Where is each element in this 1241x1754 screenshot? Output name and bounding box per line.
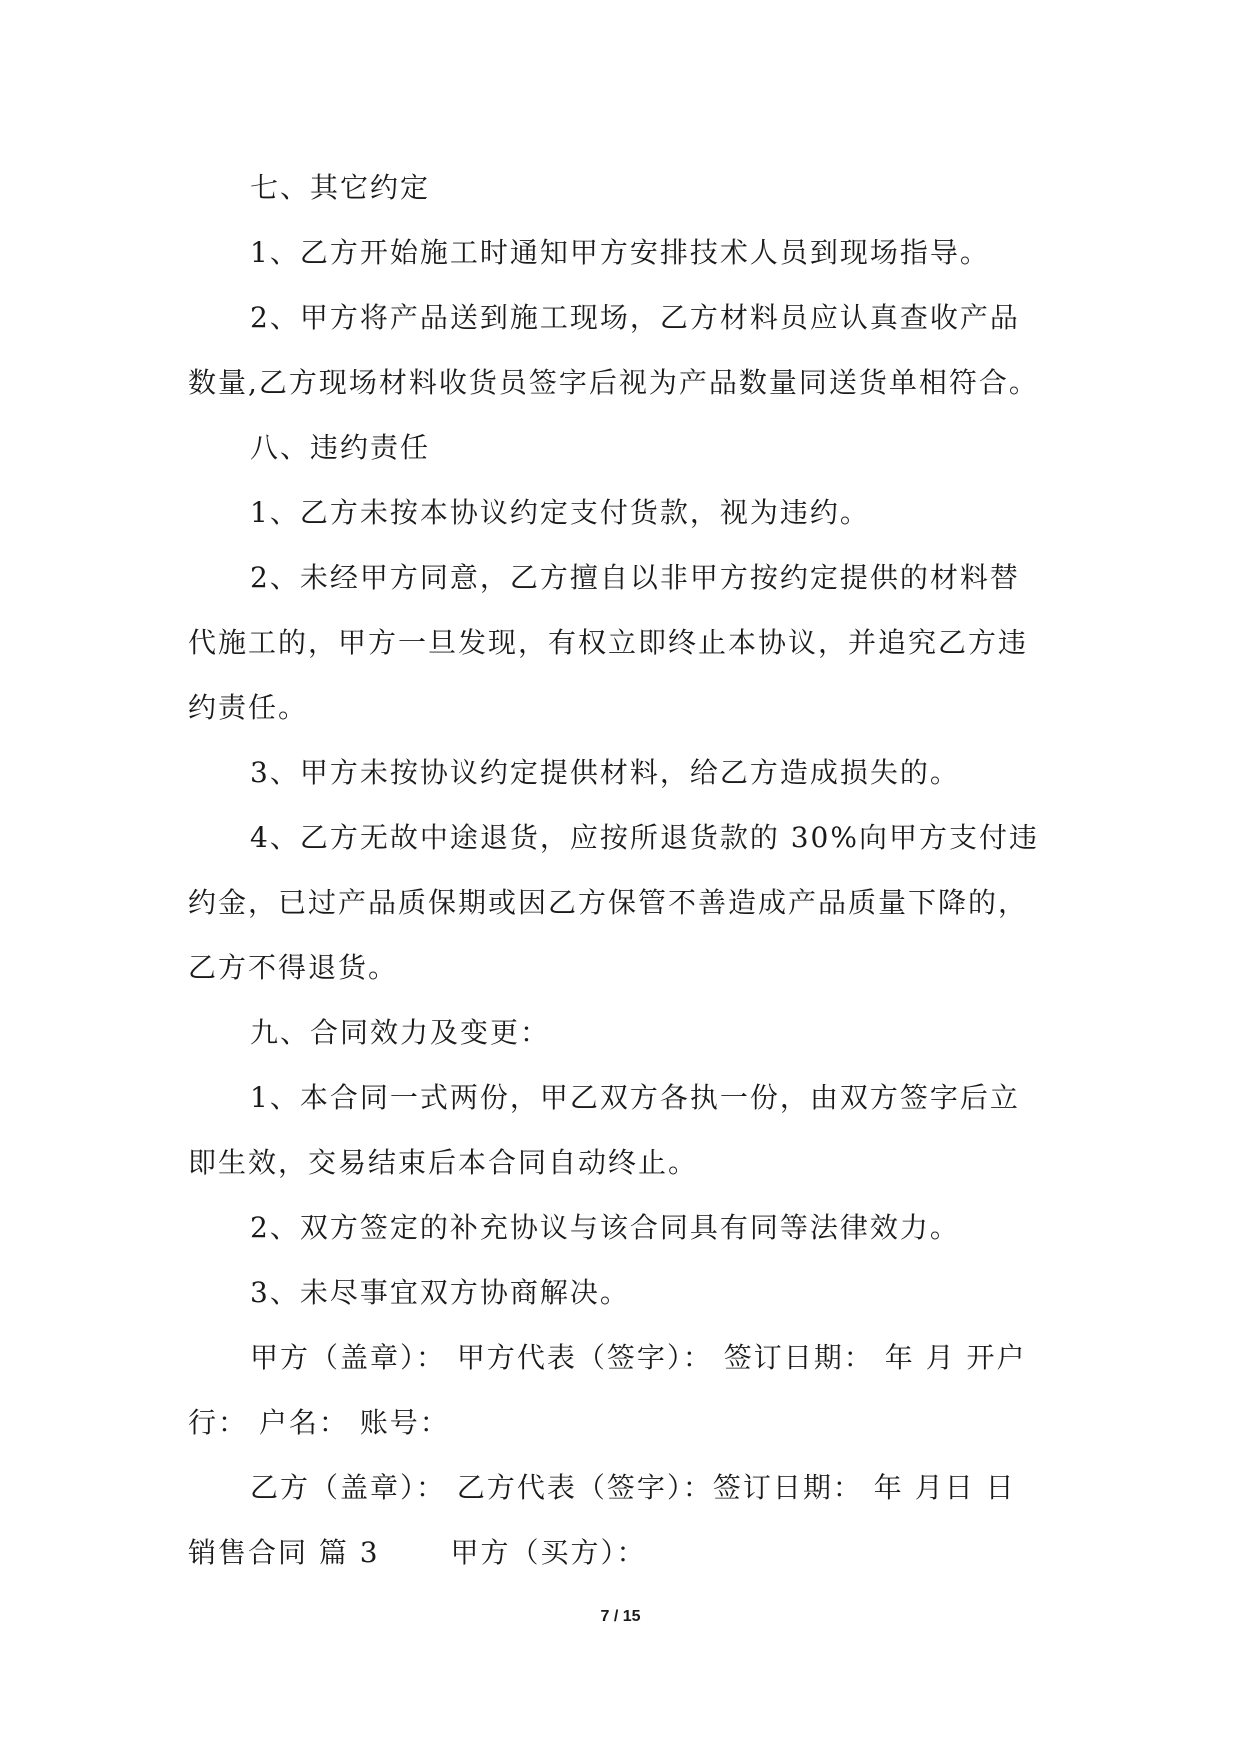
text-line: 3、甲方未按协议约定提供材料，给乙方造成损失的。 xyxy=(250,756,960,789)
text-line: 1、乙方未按本协议约定支付货款，视为违约。 xyxy=(250,496,870,529)
text-line: 数量,乙方现场材料收货员签字后视为产品数量同送货单相符合。 xyxy=(188,366,1039,399)
text-line: 2、双方签定的补充协议与该合同具有同等法律效力。 xyxy=(250,1211,960,1244)
text-line: 约金，已过产品质保期或因乙方保管不善造成产品质量下降的， xyxy=(188,886,1029,919)
text-line: 乙方（盖章）： 乙方代表（签字）：签订日期： 年 月日 日 xyxy=(250,1471,1016,1504)
text-line: 销售合同 篇 3 甲方（买方）： xyxy=(188,1536,647,1569)
text-line: 3、未尽事宜双方协商解决。 xyxy=(250,1276,630,1309)
text-line: 乙方不得退货。 xyxy=(188,951,399,984)
text-line: 八、违约责任 xyxy=(250,431,431,464)
text-line: 代施工的，甲方一旦发现，有权立即终止本协议，并追究乙方违 xyxy=(188,626,1029,659)
text-line: 七、其它约定 xyxy=(250,171,431,204)
text-line: 2、未经甲方同意，乙方擅自以非甲方按约定提供的材料替 xyxy=(250,561,1020,594)
text-line: 九、合同效力及变更： xyxy=(250,1016,551,1049)
text-line: 1、本合同一式两份，甲乙双方各执一份，由双方签字后立 xyxy=(250,1081,1020,1114)
text-line: 4、乙方无故中途退货，应按所退货款的 30%向甲方支付违 xyxy=(250,821,1039,854)
document-body xyxy=(188,155,1058,1585)
text-line: 1、乙方开始施工时通知甲方安排技术人员到现场指导。 xyxy=(250,236,990,269)
text-line: 行： 户名： 账号： xyxy=(188,1406,450,1439)
text-line: 2、甲方将产品送到施工现场，乙方材料员应认真查收产品 xyxy=(250,301,1020,334)
text-line: 约责任。 xyxy=(188,691,309,724)
text-line: 即生效，交易结束后本合同自动终止。 xyxy=(188,1146,699,1179)
page-number: 7 / 15 xyxy=(600,1608,641,1625)
text-line: 甲方（盖章）： 甲方代表（签字）： 签订日期： 年 月 开户 xyxy=(250,1341,1027,1374)
